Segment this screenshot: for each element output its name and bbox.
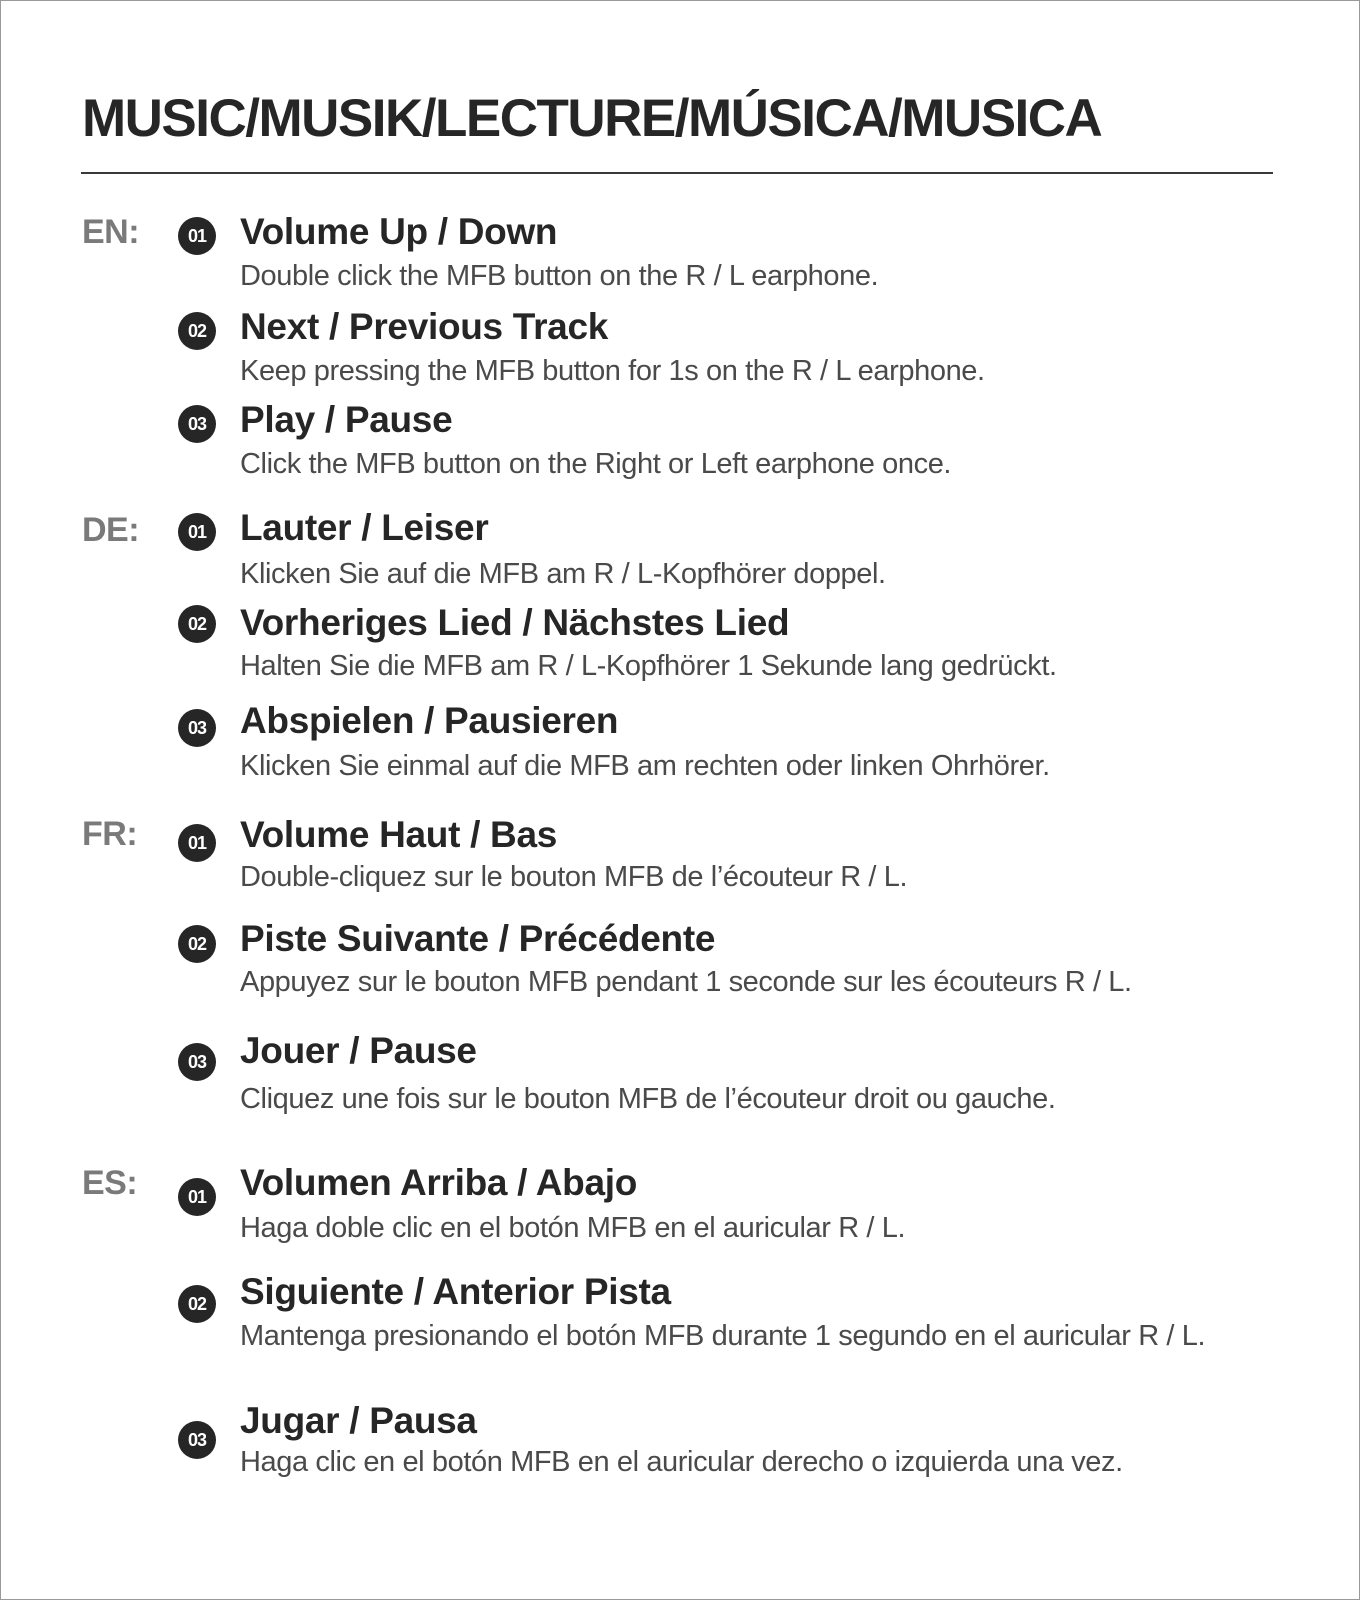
step-title: Volume Up / Down: [240, 211, 558, 252]
step-title: Lauter / Leiser: [240, 507, 489, 548]
page-title: MUSIC/MUSIK/LECTURE/MÚSICA/MUSICA: [82, 89, 1102, 148]
step-title: Vorheriges Lied / Nächstes Lied: [240, 602, 790, 643]
step-description: Click the MFB button on the Right or Left earphone once.: [240, 448, 952, 480]
step-number-badge: 01: [178, 824, 216, 862]
step-description: Halten Sie die MFB am R / L-Kopfhörer 1 Sekunde lang gedrückt.: [240, 650, 1057, 682]
step-title: Jouer / Pause: [240, 1030, 477, 1071]
step-title: Jugar / Pausa: [240, 1400, 477, 1441]
step-description: Keep pressing the MFB button for 1s on the R / L earphone.: [240, 355, 985, 387]
step-number-badge: 02: [178, 1285, 216, 1323]
step-number-badge: 02: [178, 605, 216, 643]
step-number-badge: 02: [178, 925, 216, 963]
step-title: Abspielen / Pausieren: [240, 700, 619, 741]
language-label-fr: FR:: [82, 815, 138, 853]
step-number-badge: 03: [178, 1043, 216, 1081]
step-description: Haga doble clic en el botón MFB en el auricular R / L.: [240, 1212, 906, 1244]
language-label-en: EN:: [82, 213, 140, 251]
step-title: Volume Haut / Bas: [240, 814, 558, 855]
language-label-es: ES:: [82, 1164, 138, 1202]
step-title: Next / Previous Track: [240, 306, 609, 347]
step-number-badge: 03: [178, 709, 216, 747]
step-description: Appuyez sur le bouton MFB pendant 1 seconde sur les écouteurs R / L.: [240, 966, 1132, 998]
language-label-de: DE:: [82, 511, 140, 549]
step-description: Haga clic en el botón MFB en el auricular derecho o izquierda una vez.: [240, 1446, 1123, 1478]
step-number-badge: 01: [178, 513, 216, 551]
step-description: Cliquez une fois sur le bouton MFB de l’écouteur droit ou gauche.: [240, 1083, 1056, 1115]
step-description: Klicken Sie einmal auf die MFB am rechten oder linken Ohrhörer.: [240, 750, 1050, 782]
step-title: Volumen Arriba / Abajo: [240, 1162, 638, 1203]
step-number-badge: 02: [178, 312, 216, 350]
step-title: Play / Pause: [240, 399, 453, 440]
step-title: Siguiente / Anterior Pista: [240, 1271, 671, 1312]
step-number-badge: 01: [178, 217, 216, 255]
step-description: Double-cliquez sur le bouton MFB de l’écouteur R / L.: [240, 861, 908, 893]
step-number-badge: 03: [178, 405, 216, 443]
title-divider: [81, 172, 1273, 174]
step-description: Double click the MFB button on the R / L earphone.: [240, 260, 879, 292]
step-number-badge: 03: [178, 1421, 216, 1459]
step-description: Klicken Sie auf die MFB am R / L-Kopfhörer doppel.: [240, 558, 886, 590]
step-number-badge: 01: [178, 1178, 216, 1216]
step-description: Mantenga presionando el botón MFB durante 1 segundo en el auricular R / L.: [240, 1320, 1206, 1352]
step-title: Piste Suivante / Précédente: [240, 918, 716, 959]
